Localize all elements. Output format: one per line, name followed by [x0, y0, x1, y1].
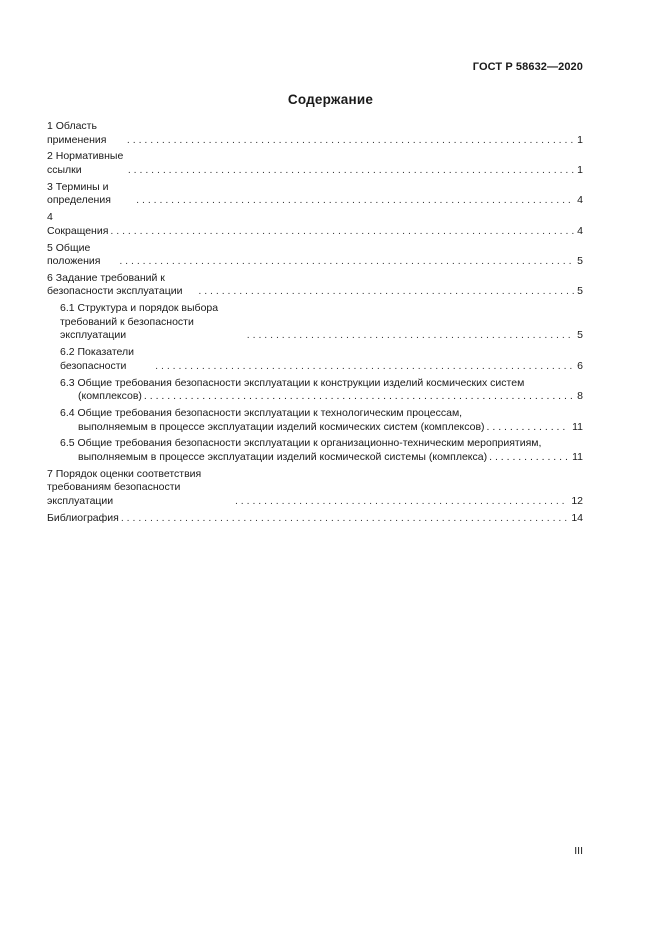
toc-leader-dots	[117, 255, 574, 269]
toc-leader-dots	[119, 512, 568, 526]
toc-entry-5[interactable]	[47, 242, 583, 269]
toc-entry-4[interactable]	[47, 211, 583, 238]
toc-entry-text-line1: 6.4 Общие требования безопасности эксплуатации к технологическим процессам,	[60, 406, 463, 419]
toc-entry-bibliography[interactable]	[47, 512, 583, 526]
toc-entry-7[interactable]	[47, 468, 583, 509]
toc-title: Содержание	[287, 92, 374, 107]
toc-leader-dots	[153, 360, 574, 374]
toc-entry-1[interactable]	[47, 120, 583, 147]
toc-entry-6-3[interactable]	[47, 377, 583, 404]
toc-entry-6[interactable]	[47, 272, 583, 299]
toc-entry-text-line1: 6.3 Общие требования безопасности эксплуатации к конструкции изделий космических систем	[60, 376, 525, 389]
toc-entry-text-line2: (комплексов)	[78, 390, 142, 403]
document-code: ГОСТ Р 58632—2020	[472, 61, 583, 73]
toc-entry-6-4[interactable]	[47, 407, 583, 434]
toc-entry-page: 12	[571, 494, 583, 507]
page-number: III	[574, 845, 583, 857]
toc-entry-6-2[interactable]	[47, 346, 583, 373]
toc-entry-6-5[interactable]	[47, 437, 583, 464]
toc-entry-text: 5 Общие положения	[47, 241, 101, 268]
toc-entry-page: 4	[577, 194, 583, 207]
toc-entry-text: 6 Задание требований к безопасности эксплуатации	[47, 271, 183, 298]
toc-entry-page: 11	[572, 450, 583, 463]
toc-entry-text-line2: выполняемым в процессе эксплуатации изделий космической системы (комплекса)	[78, 450, 488, 463]
toc-leader-dots	[196, 285, 574, 299]
toc-entry-page: 11	[572, 420, 583, 433]
toc-entry-text: Библиография	[47, 511, 119, 524]
toc-entry-text-line1: 6.5 Общие требования безопасности эксплуатации к организационно-техническим мероприятиям,	[60, 437, 542, 450]
toc-entry-page: 14	[571, 511, 583, 524]
toc-entry-page: 8	[577, 390, 583, 403]
table-of-contents	[47, 120, 583, 528]
toc-entry-page: 1	[577, 163, 583, 176]
toc-entry-page: 6	[577, 359, 583, 372]
toc-entry-text: 6.2 Показатели безопасности	[60, 346, 135, 372]
toc-entry-2[interactable]	[47, 150, 583, 177]
toc-entry-page: 5	[577, 255, 583, 268]
toc-entry-page: 5	[577, 329, 583, 342]
toc-entry-text: 7 Порядок оценки соответствия требованиям безопасности эксплуатации	[47, 467, 202, 507]
toc-entry-page: 4	[577, 224, 583, 237]
toc-leader-dots	[485, 421, 570, 435]
toc-leader-dots	[108, 225, 574, 239]
toc-leader-dots	[245, 329, 574, 343]
toc-leader-dots	[134, 194, 574, 208]
toc-entry-text: 4 Сокращения	[47, 211, 109, 237]
toc-leader-dots	[487, 451, 569, 465]
toc-leader-dots	[125, 134, 574, 148]
toc-entry-text: 6.1 Структура и порядок выбора требований к безопасности эксплуатации	[60, 302, 219, 342]
toc-leader-dots	[126, 164, 574, 178]
toc-leader-dots	[233, 495, 568, 509]
toc-entry-text: 1 Область применения	[47, 120, 107, 146]
toc-entry-page: 5	[577, 285, 583, 298]
toc-entry-text-line2: выполняемым в процессе эксплуатации изделий космических систем (комплексов)	[78, 420, 485, 433]
toc-entry-page: 1	[577, 133, 583, 146]
toc-leader-dots	[142, 390, 574, 404]
toc-entry-text: 3 Термины и определения	[47, 180, 111, 207]
toc-entry-3[interactable]	[47, 181, 583, 208]
toc-entry-text: 2 Нормативные ссылки	[47, 150, 124, 176]
toc-entry-6-1[interactable]	[47, 302, 583, 343]
